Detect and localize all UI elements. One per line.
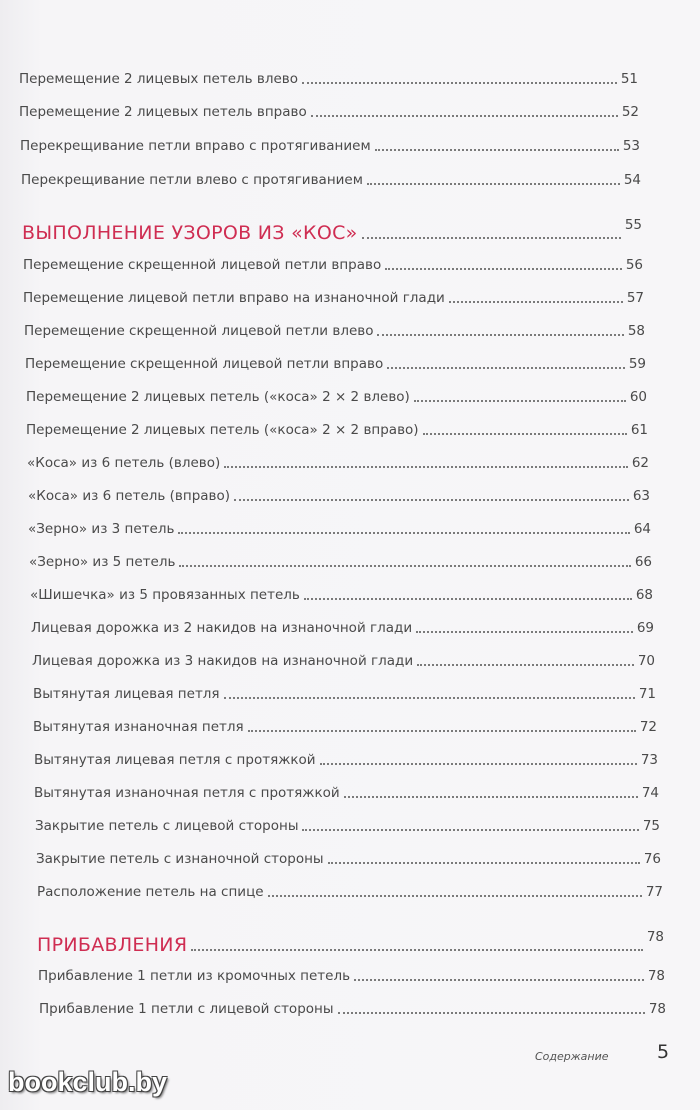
- toc-entry-title: «Шишечка» из 5 провязанных петель: [30, 587, 300, 603]
- dot-leader: [414, 399, 626, 402]
- footer-section-label: Содержание: [535, 1050, 609, 1063]
- toc-entry: [33, 685, 656, 703]
- toc-entry: [35, 817, 660, 835]
- toc-entry: [32, 652, 655, 670]
- toc-entry-page: 60: [629, 389, 647, 405]
- toc-entry: [36, 850, 661, 868]
- toc-entry-page: 58: [627, 323, 645, 339]
- toc-entry-page: 69: [636, 620, 654, 636]
- toc-entry-title: Перемещение 2 лицевых петель влево: [19, 71, 298, 87]
- toc-entry-title: Расположение петель на спице: [37, 884, 264, 900]
- dot-leader: [191, 948, 642, 951]
- dot-leader: [387, 366, 625, 369]
- toc-entry-title: Перекрещивание петли вправо с протягиванием: [20, 138, 371, 154]
- toc-entry-page: 71: [638, 686, 656, 702]
- dot-leader: [234, 498, 629, 501]
- toc-entry: [20, 137, 640, 155]
- dot-leader: [416, 630, 633, 633]
- toc-entry-page: 74: [641, 785, 659, 801]
- toc-entry: [26, 421, 648, 439]
- dot-leader: [304, 597, 632, 600]
- toc-entry-page: 68: [635, 587, 653, 603]
- toc-entry-page: 66: [634, 554, 652, 570]
- dot-leader: [362, 236, 621, 239]
- toc-section-heading: [22, 217, 642, 244]
- toc-entry: [34, 784, 659, 802]
- dot-leader: [344, 795, 638, 798]
- toc-entry-title: Закрытие петель с лицевой стороны: [35, 818, 299, 834]
- toc-entry-page: 55: [624, 217, 642, 233]
- toc-entry-title: Перемещение 2 лицевых петель («коса» 2 × 2 вправо): [26, 422, 419, 438]
- toc-entry-page: 77: [645, 884, 663, 900]
- toc-entry-page: 56: [625, 257, 643, 273]
- toc-entry: [21, 171, 641, 189]
- toc-entry-title: Лицевая дорожка из 2 накидов на изнаночной глади: [31, 620, 413, 636]
- toc-entry-page: 76: [643, 851, 661, 867]
- dot-leader: [354, 978, 644, 981]
- toc-entry-page: 72: [639, 719, 657, 735]
- toc-entry-title: Перемещение скрещенной лицевой петли влево: [24, 323, 374, 339]
- toc-entry: [39, 1000, 666, 1018]
- dot-leader: [311, 114, 618, 117]
- toc-entry: [30, 586, 653, 604]
- toc-entry-page: 78: [646, 929, 664, 945]
- toc-entry: [29, 553, 652, 571]
- dot-leader: [328, 861, 640, 864]
- dot-leader: [449, 300, 623, 303]
- toc-entry-page: 51: [620, 71, 638, 87]
- toc-entry: [23, 289, 644, 307]
- toc-section-heading: [37, 929, 664, 956]
- toc-entry-page: 73: [640, 752, 658, 768]
- toc-entry-page: 64: [633, 521, 651, 537]
- dot-leader: [320, 762, 637, 765]
- toc-entry-title: Перемещение лицевой петли вправо на изнаночной глади: [23, 290, 445, 306]
- toc-entry-title: Перемещение скрещенной лицевой петли вправо: [23, 257, 382, 273]
- toc-entry-page: 63: [632, 488, 650, 504]
- toc-entry-title: «Зерно» из 3 петель: [28, 521, 175, 537]
- toc-entry-title: Вытянутая изнаночная петля: [33, 719, 244, 735]
- dot-leader: [302, 81, 617, 84]
- toc-entry-title: Перекрещивание петли влево с протягиванием: [21, 172, 363, 188]
- toc-entry: [19, 103, 639, 121]
- section-title: ВЫПОЛНЕНИЕ УЗОРОВ ИЗ «КОС»: [22, 222, 358, 244]
- toc-entry-title: Перемещение 2 лицевых петель («коса» 2 × 2 влево): [26, 389, 410, 405]
- toc-entry-page: 53: [622, 138, 640, 154]
- toc-entry: [19, 70, 638, 88]
- toc-entry: [38, 967, 665, 985]
- toc-entry-page: 52: [621, 104, 639, 120]
- toc-entry-page: 57: [626, 290, 644, 306]
- toc-entry: [34, 751, 658, 769]
- toc-entry-title: Лицевая дорожка из 3 накидов на изнаночной глади: [32, 653, 414, 669]
- toc-entry: [28, 487, 650, 505]
- toc-entry-page: 59: [628, 356, 646, 372]
- toc-entry-page: 75: [642, 818, 660, 834]
- toc-entry: [23, 256, 643, 274]
- toc-entry-page: 54: [623, 172, 641, 188]
- toc-entry: [24, 322, 645, 340]
- dot-leader: [224, 696, 635, 699]
- toc-entry: [37, 883, 663, 901]
- toc-entry-title: Прибавление 1 петли из кромочных петель: [38, 968, 351, 984]
- toc-entry-title: Вытянутая лицевая петля с протяжкой: [34, 752, 316, 768]
- toc-entry-page: 78: [648, 1001, 666, 1017]
- toc-entry-title: Перемещение скрещенной лицевой петли вправо: [25, 356, 384, 372]
- section-title: ПРИБАВЛЕНИЯ: [37, 934, 188, 956]
- toc-entry-page: 70: [637, 653, 655, 669]
- page-number: 5: [657, 1041, 670, 1063]
- toc-entry-page: 78: [647, 968, 665, 984]
- dot-leader: [367, 182, 620, 185]
- toc-entry: [33, 718, 657, 736]
- dot-leader: [385, 267, 622, 270]
- dot-leader: [178, 531, 629, 534]
- toc-entry-page: 62: [631, 455, 649, 471]
- toc-entry-title: «Зерно» из 5 петель: [29, 554, 176, 570]
- toc-entry: [31, 619, 654, 637]
- toc-entry-title: Вытянутая изнаночная петля с протяжкой: [34, 785, 340, 801]
- toc-entry-title: Вытянутая лицевая петля: [33, 686, 220, 702]
- toc-entry: [27, 454, 649, 472]
- dot-leader: [268, 894, 642, 897]
- toc-entry: [26, 388, 647, 406]
- toc-entry-title: Прибавление 1 петли с лицевой стороны: [39, 1001, 334, 1017]
- dot-leader: [423, 432, 627, 435]
- toc-entry-title: «Коса» из 6 петель (вправо): [28, 488, 231, 504]
- toc-entry-page: 61: [630, 422, 648, 438]
- toc-entry: [25, 355, 646, 373]
- dot-leader: [417, 663, 634, 666]
- dot-leader: [224, 465, 628, 468]
- dot-leader: [377, 333, 623, 336]
- dot-leader: [338, 1011, 645, 1014]
- dot-leader: [248, 729, 636, 732]
- dot-leader: [302, 828, 638, 831]
- toc-entry-title: Закрытие петель с изнаночной стороны: [36, 851, 324, 867]
- toc-entry: [28, 520, 651, 538]
- dot-leader: [179, 564, 630, 567]
- toc-entry-title: Перемещение 2 лицевых петель вправо: [19, 104, 307, 120]
- watermark: bookclub.by: [8, 1067, 168, 1097]
- dot-leader: [375, 148, 619, 151]
- toc-entry-title: «Коса» из 6 петель (влево): [27, 455, 221, 471]
